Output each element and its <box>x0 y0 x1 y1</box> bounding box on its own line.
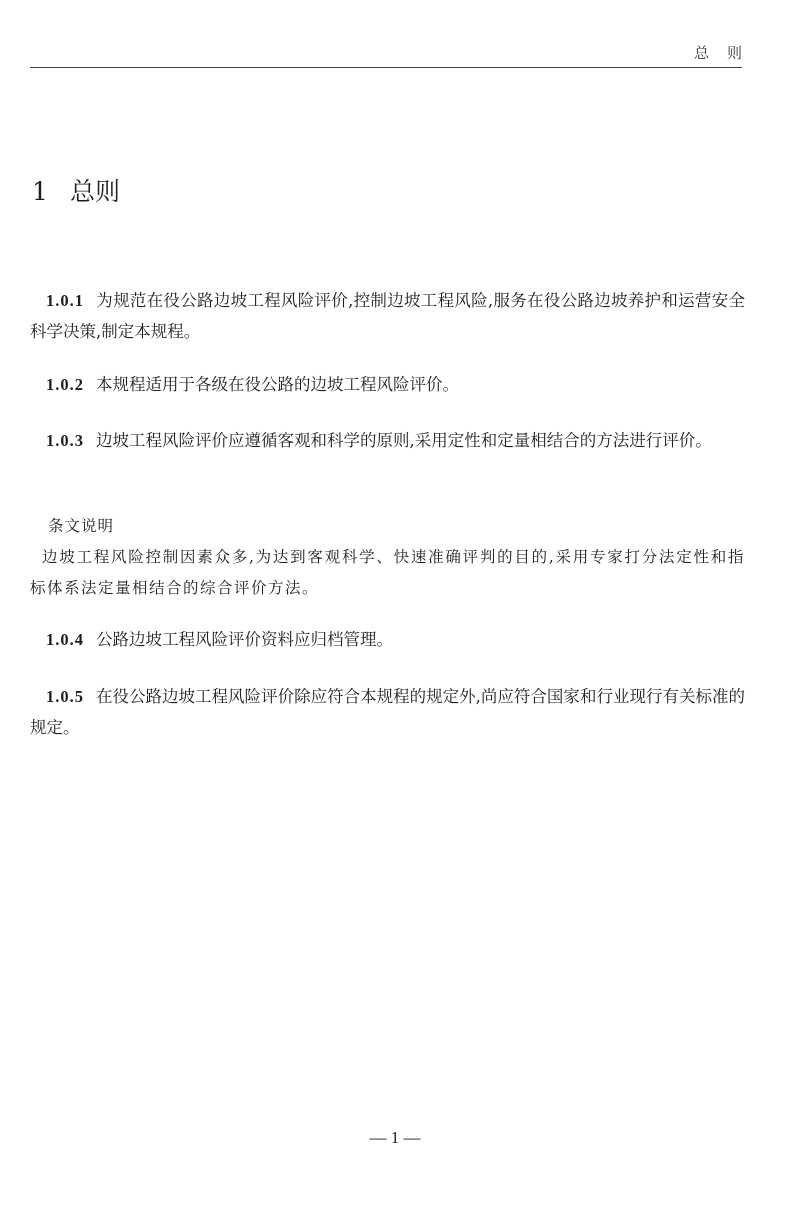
header-rule <box>30 67 742 68</box>
clause-number: 1.0.3 <box>46 431 84 450</box>
clause-text: 边坡工程风险评价应遵循客观和科学的原则,采用定性和定量相结合的方法进行评价。 <box>96 431 712 450</box>
clause-explanation-text: 边坡工程风险控制因素众多,为达到客观科学、快速准确评判的目的,采用专家打分法定性和指标体系法定量相结合的综合评价方法。 <box>30 548 745 597</box>
clause-number: 1.0.1 <box>46 291 84 310</box>
chapter-title <box>32 172 120 208</box>
clause-1-0-2 <box>30 369 745 400</box>
clause-1-0-1 <box>30 285 745 347</box>
page-number: — 1 — <box>369 1128 421 1147</box>
running-head: 总则 <box>693 44 760 62</box>
chapter-number: 1 <box>32 177 48 206</box>
clause-explanation-heading: 条文说明 <box>48 517 115 535</box>
clause-text: 本规程适用于各级在役公路的边坡工程风险评价。 <box>96 375 459 394</box>
clause-text: 在役公路边坡工程风险评价除应符合本规程的规定外,尚应符合国家和行业现行有关标准的规定。 <box>30 687 745 737</box>
clause-1-0-4 <box>30 624 745 655</box>
clause-number: 1.0.2 <box>46 375 84 394</box>
clause-1-0-3 <box>30 425 745 456</box>
clause-1-0-5 <box>30 681 745 743</box>
clause-number: 1.0.5 <box>46 687 84 706</box>
clause-number: 1.0.4 <box>46 630 84 649</box>
clause-text: 为规范在役公路边坡工程风险评价,控制边坡工程风险,服务在役公路边坡养护和运营安全科学决策,制定本规程。 <box>30 291 745 341</box>
chapter-name: 总则 <box>70 177 121 206</box>
clause-text: 公路边坡工程风险评价资料应归档管理。 <box>96 630 393 649</box>
